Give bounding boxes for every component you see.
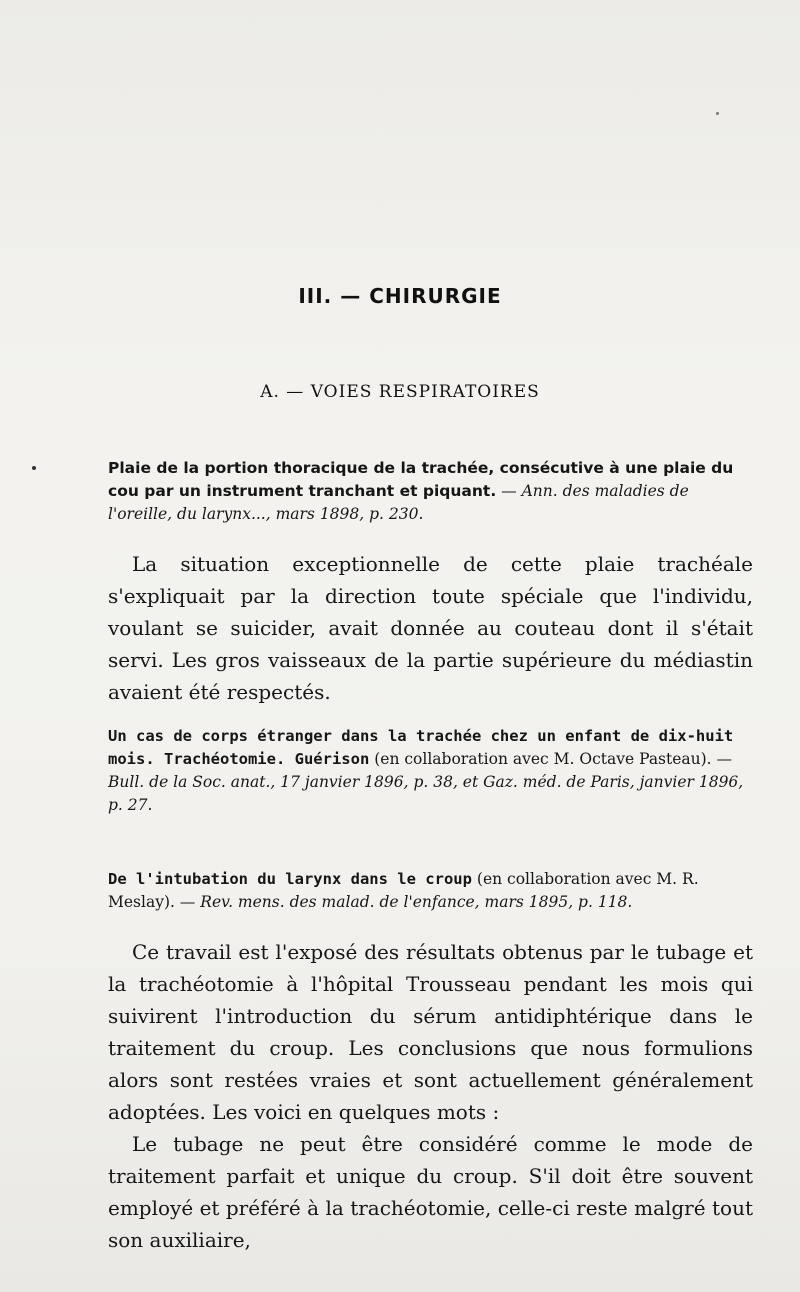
entry-title: Un cas de corps étranger dans la trachée chez un enfant de dix-huit mois. Trachéotomie. Guérison <box>108 727 734 768</box>
entry-source: — Bull. de la Soc. anat., 17 janvier 1896, p. 38, et Gaz. méd. de Paris, janvier 1896, p. 27. <box>108 750 744 814</box>
paper-speck <box>32 466 36 470</box>
section-heading: A. — VOIES RESPIRATOIRES <box>260 382 540 402</box>
entry-collaboration: (en collaboration avec M. R. Meslay). <box>108 870 699 911</box>
paragraph-text: Le tubage ne peut être considéré comme le mode de traitement parfait et unique du croup. S'il doit être souvent employé et préféré à la trachéotomie, celle-ci reste malgré tout son auxiliaire, <box>108 1132 753 1252</box>
body-paragraph <box>108 548 753 708</box>
bibliography-entry <box>108 457 753 526</box>
bleed-through-texture <box>90 160 770 194</box>
entry-source: — Ann. des maladies de l'oreille, du larynx..., mars 1898, p. 230. <box>108 482 689 523</box>
paragraph-text: Ce travail est l'exposé des résultats obtenus par le tubage et la trachéotomie à l'hôpital Trousseau pendant les mois qui suivirent l'introduction du sérum antidiphtérique dans le traitement du croup. Les conclusions que nous formulions alors sont restées vraies et sont actuellement généralement adoptées. Les voici en quelques mots : <box>108 940 753 1124</box>
entry-title: De l'intubation du larynx dans le croup <box>108 870 472 888</box>
body-paragraph <box>108 936 753 1256</box>
bibliography-entry <box>108 868 753 914</box>
bibliography-entry <box>108 725 753 817</box>
chapter-heading: III. — CHIRURGIE <box>298 284 502 308</box>
entry-collaboration: (en collaboration avec M. Octave Pasteau). <box>374 750 712 768</box>
paragraph-text: La situation exceptionnelle de cette plaie trachéale s'expliquait par la direction toute spéciale que l'individu, voulant se suicider, avait donnée au couteau dont il s'était servi. Les gros vaisseaux de la partie supérieure du médiastin avaient été respectés. <box>108 552 753 704</box>
entry-title: Plaie de la portion thoracique de la trachée, consécutive à une plaie du cou par un instrument tranchant et piquant. <box>108 459 734 500</box>
paper-speck <box>716 112 719 115</box>
entry-source: — Rev. mens. des malad. de l'enfance, mars 1895, p. 118. <box>179 893 633 911</box>
